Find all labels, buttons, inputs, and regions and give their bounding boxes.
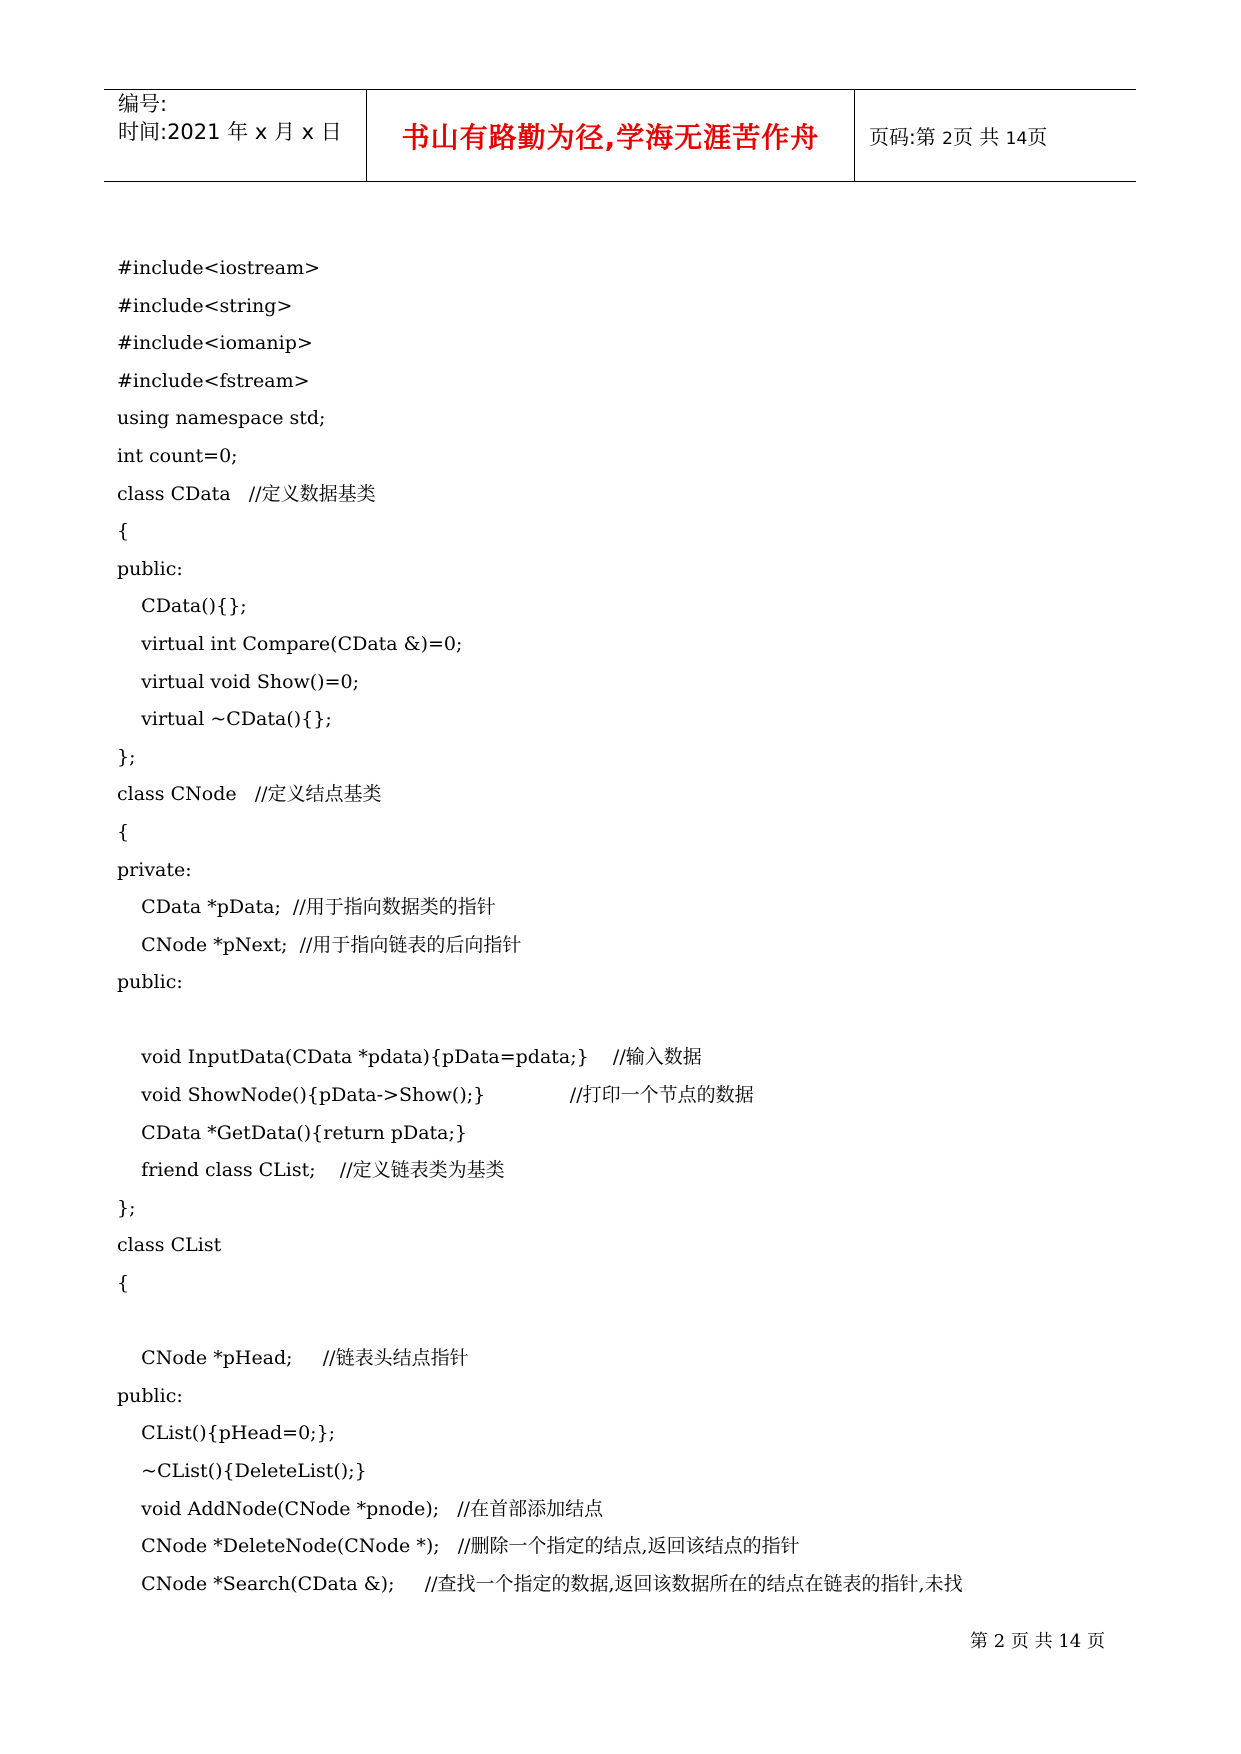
- page-mid: 页 共: [952, 125, 1000, 149]
- code-line: int count=0;: [117, 444, 238, 467]
- document-number-label: 编号:: [118, 92, 168, 116]
- header-page-indicator: [869, 121, 1047, 150]
- code-line: friend class CList; //定义链表类为基类: [117, 1159, 505, 1182]
- code-line: class CList: [117, 1234, 222, 1257]
- document-header: [104, 89, 1136, 182]
- code-line: CNode *pNext; //用于指向链表的后向指针: [117, 933, 522, 956]
- document-date-label: 时间:2021 年 x 月 x 日: [118, 120, 342, 144]
- motto-text: 书山有路勤为径,学海无涯苦作舟: [401, 120, 820, 154]
- code-line: [117, 1002, 1137, 1040]
- code-line: public:: [117, 557, 183, 580]
- code-line: #include<iomanip>: [117, 332, 313, 355]
- code-line: virtual void Show()=0;: [117, 670, 360, 693]
- header-meta-cell: [104, 90, 366, 181]
- code-line: void AddNode(CNode *pnode); //在首部添加结点: [117, 1497, 604, 1520]
- code-line: CData *GetData(){return pData;}: [117, 1121, 467, 1144]
- code-line: CData *pData; //用于指向数据类的指针: [117, 896, 496, 919]
- code-line: void InputData(CData *pdata){pData=pdata;} //输入数据: [117, 1046, 702, 1069]
- code-line: #include<fstream>: [117, 369, 310, 392]
- code-line: virtual int Compare(CData &)=0;: [117, 632, 463, 655]
- page-suffix: 页: [1027, 125, 1048, 149]
- code-line: #include<string>: [117, 294, 293, 317]
- code-line: using namespace std;: [117, 407, 326, 430]
- code-line: {: [117, 820, 130, 843]
- code-line: CNode *Search(CData &); //查找一个指定的数据,返回该数据所在的结点在链表的指针,未找: [117, 1572, 963, 1595]
- page-total: 14: [1005, 129, 1028, 149]
- code-line: public:: [117, 1384, 183, 1407]
- page-footer: 第 2 页 共 14 页: [970, 1631, 1105, 1652]
- code-line: public:: [117, 971, 183, 994]
- code-line: CNode *DeleteNode(CNode *); //删除一个指定的结点,返回该结点的指针: [117, 1535, 800, 1558]
- code-line: };: [117, 745, 136, 768]
- code-line: virtual ~CData(){};: [117, 708, 332, 731]
- code-line: {: [117, 520, 130, 543]
- code-line: CList(){pHead=0;};: [117, 1422, 336, 1445]
- code-listing: [117, 250, 1137, 1603]
- code-line: private:: [117, 858, 192, 881]
- code-line: CData(){};: [117, 595, 247, 618]
- header-motto-cell: [366, 90, 855, 181]
- code-line: class CNode //定义结点基类: [117, 783, 382, 806]
- code-line: ~CList(){DeleteList();}: [117, 1460, 367, 1482]
- header-page-cell: [855, 90, 1136, 181]
- code-line: [117, 1303, 1137, 1341]
- code-line: };: [117, 1196, 136, 1219]
- code-line: class CData //定义数据基类: [117, 482, 376, 505]
- code-line: #include<iostream>: [117, 257, 321, 279]
- page-current: 2: [942, 129, 953, 149]
- code-line: CNode *pHead; //链表头结点指针: [117, 1347, 469, 1370]
- code-line: {: [117, 1272, 130, 1295]
- page-prefix: 页码:第: [869, 125, 936, 149]
- code-line: void ShowNode(){pData->Show();} //打印一个节点的数据: [117, 1084, 754, 1107]
